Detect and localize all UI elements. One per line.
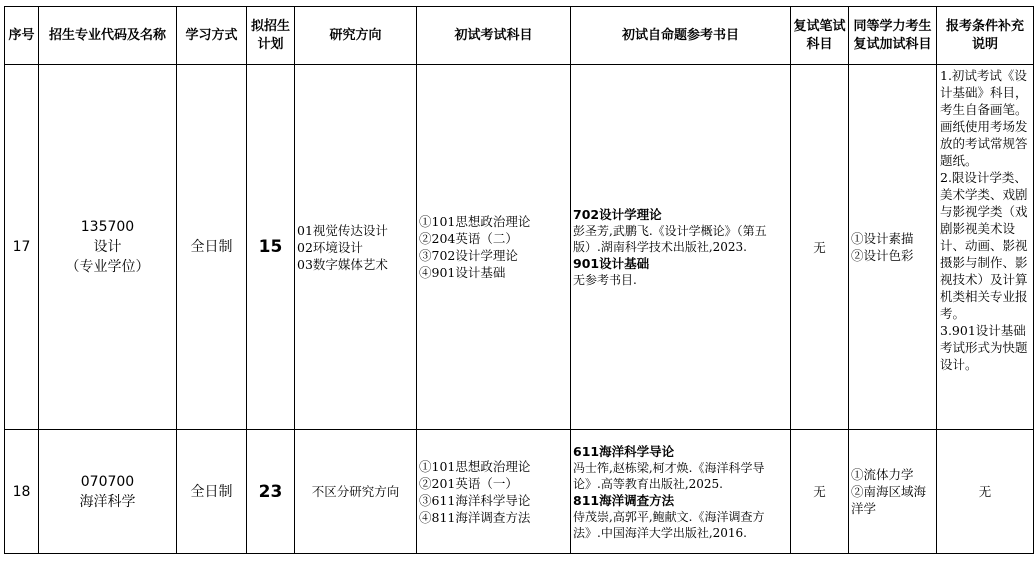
header-notes-line1: 报考条件补充: [945, 18, 1024, 34]
exam-item: ④901设计基础: [419, 265, 506, 280]
equiv-list: [849, 65, 937, 430]
exam-item: ②201英语（一）: [419, 475, 518, 491]
quota: 15: [247, 65, 295, 430]
table-row: [5, 65, 1034, 430]
retest-subject: 无: [791, 430, 849, 554]
table-row: [5, 430, 1034, 554]
major-code: 135700: [80, 219, 135, 235]
book-detail: 冯士筰,赵栋梁,柯才焕.《海洋科学导论》.高等教育出版社,2025.: [573, 460, 765, 491]
major-name: 设计: [93, 239, 122, 255]
header-notes-line2: 说明: [971, 36, 998, 52]
book-title: 811海洋调查方法: [573, 492, 675, 508]
header-mode: 学习方式: [177, 7, 247, 65]
exam-item: ①101思想政治理论: [419, 458, 531, 474]
admissions-table: [4, 6, 1034, 554]
note-item: 1.初试考试《设计基础》科目，考生自备画笔。画纸使用考场发放的考试常规答题纸。: [940, 68, 1028, 168]
row-index: 18: [5, 430, 39, 554]
book-detail: 无参考书目.: [573, 273, 637, 287]
header-notes: [937, 7, 1034, 65]
major-note: （专业学位）: [65, 259, 150, 275]
book-title: 611海洋科学导论: [573, 443, 675, 459]
header-major: 招生专业代码及名称: [39, 7, 177, 65]
header-equiv-line1: 同等学力考生: [853, 18, 932, 34]
note-item: 2.限设计学类、美术学类、戏剧与影视学类（戏剧影视美术设计、动画、影视摄影与制作、影视技术）及计算机类相关专业报考。: [940, 170, 1028, 321]
notes-list: [937, 65, 1034, 430]
equiv-item: ①设计素描: [851, 231, 914, 246]
direction-list: [295, 65, 417, 430]
row-index: 17: [5, 65, 39, 430]
header-direction: 研究方向: [295, 7, 417, 65]
direction-item: 02环境设计: [297, 239, 363, 255]
header-quota-line2: 计划: [257, 36, 284, 52]
header-equiv-line2: 复试加试科目: [853, 36, 932, 52]
equiv-item: ①流体力学: [851, 467, 914, 482]
exam-item: ③702设计学理论: [419, 248, 518, 263]
direction-item: 03数字媒体艺术: [297, 256, 388, 272]
exam-item: ③611海洋科学导论: [419, 492, 531, 508]
study-mode: 全日制: [177, 65, 247, 430]
header-retest-line1: 复试笔试: [793, 18, 846, 34]
equiv-list: [849, 430, 937, 554]
header-retest: [791, 7, 849, 65]
header-index: 序号: [5, 7, 39, 65]
header-exam: 初试考试科目: [417, 7, 571, 65]
header-books: 初试自命题参考书目: [571, 7, 791, 65]
book-detail: 彭圣芳,武鹏飞.《设计学概论》（第五版）.湖南科学技术出版社,2023.: [573, 224, 767, 254]
equiv-item: ②南海区域海洋学: [851, 484, 927, 516]
quota: 23: [247, 430, 295, 554]
note-item: 3.901设计基础考试形式为快题设计。: [940, 323, 1028, 372]
exam-item: ④811海洋调查方法: [419, 509, 531, 525]
equiv-item: ②设计色彩: [851, 248, 914, 263]
direction-item: 01视觉传达设计: [297, 222, 388, 238]
exam-list: [417, 430, 571, 554]
header-row: [5, 7, 1034, 65]
book-list: [571, 430, 791, 554]
header-equiv: [849, 7, 937, 65]
major-name: 海洋科学: [79, 493, 136, 510]
direction-text: 不区分研究方向: [295, 430, 417, 554]
retest-subject: 无: [791, 65, 849, 430]
book-title: 702设计学理论: [573, 207, 662, 222]
major-code: 070700: [80, 473, 135, 490]
notes-text: 无: [937, 430, 1034, 554]
exam-list: [417, 65, 571, 430]
study-mode: 全日制: [177, 430, 247, 554]
major-cell: [39, 65, 177, 430]
header-retest-line2: 科目: [806, 36, 833, 52]
book-title: 901设计基础: [573, 256, 650, 271]
exam-item: ①101思想政治理论: [419, 214, 531, 229]
header-quota: [247, 7, 295, 65]
book-list: [571, 65, 791, 430]
exam-item: ②204英语（二）: [419, 231, 518, 246]
book-detail: 侍茂崇,高郭平,鲍献文.《海洋调查方法》.中国海洋大学出版社,2016.: [573, 509, 765, 540]
header-quota-line1: 拟招生: [250, 18, 290, 34]
major-cell: [39, 430, 177, 554]
